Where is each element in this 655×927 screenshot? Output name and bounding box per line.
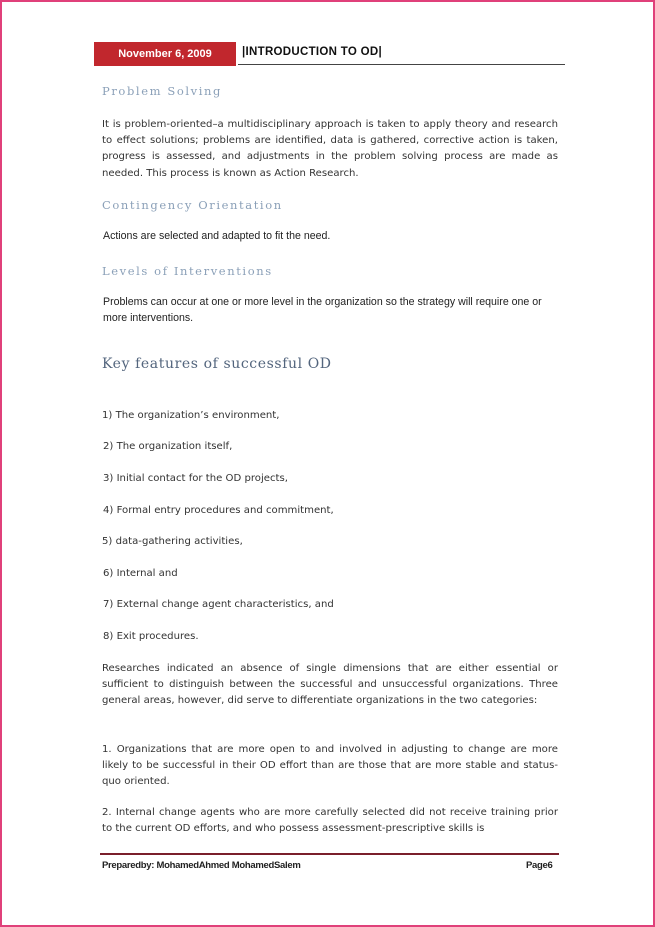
problem-solving-body: It is problem-oriented–a multidisciplinary approach is taken to apply theory and research to effect solutions; problems are identified, data is gathered, corrective action is taken, progress is assessed, and adjustments in the problem solving process are made as needed. This process is known as Action Research. (102, 119, 558, 179)
list-item: 6) Internal and (103, 568, 178, 579)
footer-rule (100, 853, 559, 855)
header-rule (238, 64, 565, 65)
list-item: 5) data-gathering activities, (102, 536, 243, 547)
contingency-body: Actions are selected and adapted to fit the need. (103, 230, 331, 242)
point-one-paragraph: 1. Organizations that are more open to and involved in adjusting to change are more likely to be successful in their OD effort than are those that are more stable and status-quo oriented. (102, 744, 558, 788)
header-date: November 6, 2009 (94, 42, 236, 66)
point-two-paragraph: 2. Internal change agents who are more carefully selected did not receive training prior to the current OD efforts, and who possess assessment-prescriptive skills is (102, 807, 558, 835)
list-item: 2) The organization itself, (103, 441, 233, 452)
list-item: 3) Initial contact for the OD projects, (103, 473, 288, 484)
list-item: 8) Exit procedures. (103, 631, 199, 642)
list-item: 4) Formal entry procedures and commitment, (103, 505, 334, 516)
research-paragraph: Researches indicated an absence of single dimensions that are either essential or sufficient to distinguish between the successful and unsuccessful organizations. Three general areas, however, did serve to differentiate organizations in the two categories: (102, 663, 558, 707)
list-item: 1) The organization’s environment, (102, 410, 280, 421)
section-heading-contingency: Contingency Orientation (102, 198, 283, 212)
levels-body: Problems can occur at one or more level in the organization so the strategy will require one or more interventions. (103, 296, 542, 324)
section-heading-levels: Levels of Interventions (102, 264, 273, 278)
list-item: 7) External change agent characteristics, and (103, 599, 334, 610)
section-heading-problem-solving: Problem Solving (102, 84, 222, 98)
key-features-heading: Key features of successful OD (102, 356, 332, 372)
footer-prepared-by: Preparedby: MohamedAhmed MohamedSalem (102, 860, 301, 871)
footer-page-number: Page6 (526, 860, 553, 871)
header-title: |INTRODUCTION TO OD| (242, 46, 382, 58)
